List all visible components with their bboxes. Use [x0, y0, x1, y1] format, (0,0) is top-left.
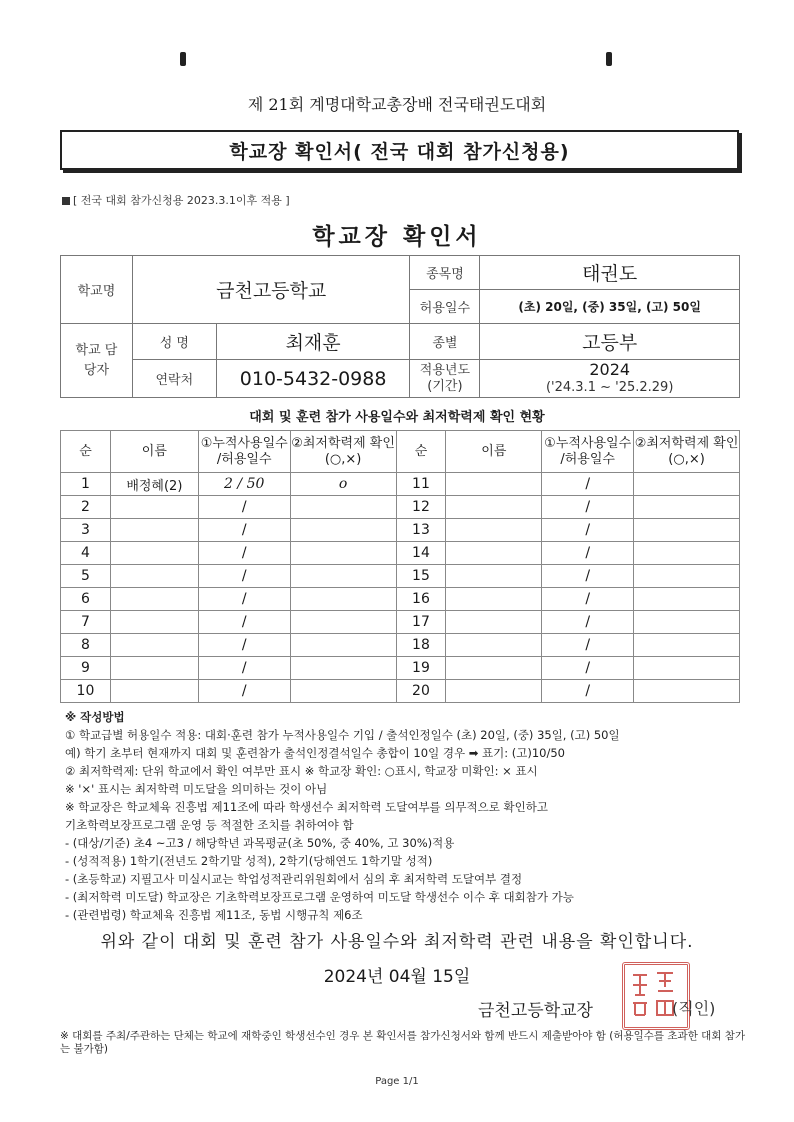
info-table — [60, 255, 740, 398]
banner-text: 학교장 확인서( 전국 대회 참가신청용) — [229, 140, 570, 163]
row-no: 14 — [396, 542, 446, 565]
header-days: ①누적사용일수 /허용일수 — [198, 431, 290, 473]
usage-table — [60, 430, 740, 703]
row-days: / — [542, 611, 634, 634]
row-name — [110, 680, 198, 703]
division-label: 종별 — [410, 324, 480, 360]
event-title: 제 21회 계명대학교총장배 전국태권도대회 — [247, 95, 547, 114]
row-no: 16 — [396, 588, 446, 611]
footnote: ※ 대회를 주최/주관하는 단체는 학교에 재학중인 학생선수인 경우 본 확인서를 참가신청서와 함께 반드시 제출받아야 함 (허용일수를 초과한 대회 참가는 불가함) — [60, 1030, 746, 1055]
table-row — [61, 496, 740, 519]
row-acad — [290, 565, 396, 588]
row-acad — [634, 588, 740, 611]
row-days: / — [198, 657, 290, 680]
instruction-line: - (최저학력 미도달) 학교장은 기초학력보장프로그램 운영하여 미도달 학생선수 이수 후 대회참가 가능 — [65, 890, 574, 904]
row-acad — [634, 611, 740, 634]
signer-name: 금천고등학교장 — [478, 1001, 593, 1021]
instruction-line: 기초학력보장프로그램 운영 등 적절한 조치를 취하여야 함 — [65, 818, 354, 832]
row-name — [446, 680, 542, 703]
header-acad-2: ②최저학력제 확인(○,×) — [634, 431, 740, 473]
notice-text: [ 전국 대회 참가신청용 2023.3.1이후 적용 ] — [62, 192, 290, 208]
sport-value: 태권도 — [480, 256, 740, 290]
row-acad — [634, 473, 740, 496]
row-name — [110, 496, 198, 519]
header-no: 순 — [61, 431, 111, 473]
row-no: 20 — [396, 680, 446, 703]
row-name — [110, 611, 198, 634]
year-period: ('24.3.1 ~ '25.2.29) — [545, 379, 674, 395]
row-no: 6 — [61, 588, 111, 611]
table-row — [61, 634, 740, 657]
row-acad — [634, 496, 740, 519]
name-label: 성 명 — [132, 324, 216, 360]
row-days: 2 / 50 — [198, 473, 290, 496]
row-name — [446, 473, 542, 496]
row-no: 8 — [61, 634, 111, 657]
row-days: / — [198, 611, 290, 634]
contact-value: 010-5432-0988 — [216, 360, 410, 398]
row-no: 18 — [396, 634, 446, 657]
row-name — [446, 588, 542, 611]
row-acad — [634, 519, 740, 542]
instruction-line: 예) 학기 초부터 현재까지 대회 및 훈련참가 출석인정결석일수 총합이 10일 경우 ➡ 표기: (고)10/50 — [65, 746, 565, 760]
table-row — [61, 657, 740, 680]
row-name — [110, 519, 198, 542]
row-no: 19 — [396, 657, 446, 680]
year-cell — [480, 360, 740, 398]
instruction-line: - (대상/기준) 초4 ~고3 / 해당학년 과목평균(초 50%, 중 40%, 고 30%)적용 — [65, 836, 455, 850]
table-row — [61, 519, 740, 542]
days-label: 허용일수 — [410, 290, 480, 324]
header-days-2: ①누적사용일수 /허용일수 — [542, 431, 634, 473]
row-no: 9 — [61, 657, 111, 680]
header-name: 이름 — [110, 431, 198, 473]
row-name — [110, 565, 198, 588]
table-row — [61, 565, 740, 588]
row-name — [110, 657, 198, 680]
instruction-line: - (관련법령) 학교체육 진흥법 제11조, 동법 시행규칙 제6조 — [65, 908, 363, 922]
document-title: 학교장 확인서 — [312, 224, 482, 250]
table-row — [61, 542, 740, 565]
instruction-line: ② 최저학력제: 단위 학교에서 확인 여부만 표시 ※ 학교장 확인: ○표시, 학교장 미확인: × 표시 — [65, 764, 538, 778]
year-label: 적용년도 (기간) — [410, 360, 480, 398]
row-days: / — [198, 634, 290, 657]
school-label: 학교명 — [61, 256, 133, 324]
row-acad — [634, 565, 740, 588]
row-acad — [290, 542, 396, 565]
row-no: 7 — [61, 611, 111, 634]
header-name-2: 이름 — [446, 431, 542, 473]
table-row — [61, 611, 740, 634]
row-acad — [634, 657, 740, 680]
instructions-heading: ※ 작성방법 — [65, 710, 125, 724]
row-acad — [290, 519, 396, 542]
row-days: / — [198, 680, 290, 703]
row-days: / — [542, 519, 634, 542]
issue-date: 2024년 04월 15일 — [323, 967, 471, 987]
instruction-line: ※ 학교장은 학교체육 진흥법 제11조에 따라 학생선수 최저학력 도달여부를 의무적으로 확인하고 — [65, 800, 548, 814]
instructions — [65, 708, 745, 924]
row-name — [110, 634, 198, 657]
row-days: / — [542, 496, 634, 519]
row-days: / — [542, 542, 634, 565]
instruction-line: ※ '×' 표시는 최저학력 미도달을 의미하는 것이 아님 — [65, 782, 328, 796]
row-days: / — [198, 519, 290, 542]
row-acad: o — [290, 473, 396, 496]
instruction-line: ① 학교급별 허용일수 적용: 대회·훈련 참가 누적사용일수 기입 / 출석인정일수 (초) 20일, (중) 35일, (고) 50일 — [65, 728, 620, 742]
seal-label: (직인) — [672, 999, 716, 1018]
row-acad — [290, 588, 396, 611]
division-value: 고등부 — [480, 324, 740, 360]
punch-hole-right — [606, 52, 612, 66]
row-no: 12 — [396, 496, 446, 519]
row-name — [446, 519, 542, 542]
row-days: / — [542, 588, 634, 611]
table-row — [61, 680, 740, 703]
row-name — [110, 588, 198, 611]
row-days: / — [198, 588, 290, 611]
sport-label: 종목명 — [410, 256, 480, 290]
row-acad — [634, 542, 740, 565]
name-value: 최재훈 — [216, 324, 410, 360]
row-days: / — [198, 542, 290, 565]
row-name — [446, 657, 542, 680]
row-acad — [290, 496, 396, 519]
header-no-2: 순 — [396, 431, 446, 473]
row-no: 1 — [61, 473, 111, 496]
year-value: 2024 — [589, 359, 631, 379]
row-no: 11 — [396, 473, 446, 496]
row-days: / — [198, 565, 290, 588]
row-acad — [290, 611, 396, 634]
row-no: 15 — [396, 565, 446, 588]
instruction-line: - (초등학교) 지필고사 미실시교는 학업성적관리위원회에서 심의 후 최저학력 도달여부 결정 — [65, 872, 523, 886]
row-no: 3 — [61, 519, 111, 542]
row-no: 17 — [396, 611, 446, 634]
instruction-line: - (성적적용) 1학기(전년도 2학기말 성적), 2학기(당해연도 1학기말 성적) — [65, 854, 433, 868]
row-no: 4 — [61, 542, 111, 565]
row-acad — [634, 634, 740, 657]
row-no: 13 — [396, 519, 446, 542]
row-name — [446, 565, 542, 588]
row-acad — [290, 634, 396, 657]
row-name — [446, 496, 542, 519]
row-days: / — [198, 496, 290, 519]
table-row — [61, 588, 740, 611]
row-days: / — [542, 473, 634, 496]
punch-hole-left — [180, 52, 186, 66]
row-name — [110, 542, 198, 565]
page-number: Page 1/1 — [375, 1076, 419, 1087]
form-banner — [60, 130, 739, 170]
row-no: 10 — [61, 680, 111, 703]
row-acad — [290, 680, 396, 703]
row-name — [446, 634, 542, 657]
contact-label: 연락처 — [132, 360, 216, 398]
row-no: 5 — [61, 565, 111, 588]
row-days: / — [542, 634, 634, 657]
row-name — [446, 611, 542, 634]
header-acad: ②최저학력제 확인(○,×) — [290, 431, 396, 473]
row-days: / — [542, 657, 634, 680]
row-acad — [290, 657, 396, 680]
row-days: / — [542, 565, 634, 588]
days-value: (초) 20일, (중) 35일, (고) 50일 — [480, 290, 740, 324]
row-name — [446, 542, 542, 565]
row-no: 2 — [61, 496, 111, 519]
school-value: 금천고등학교 — [132, 256, 410, 324]
row-name: 배정혜(2) — [110, 473, 198, 496]
row-days: / — [542, 680, 634, 703]
confirmation-statement: 위와 같이 대회 및 훈련 참가 사용일수와 최저학력 관련 내용을 확인합니다. — [100, 932, 694, 952]
manager-label: 학교 담당자 — [61, 324, 133, 398]
table-row — [61, 473, 740, 496]
table-caption: 대회 및 훈련 참가 사용일수와 최저학력제 확인 현황 — [249, 410, 545, 425]
row-acad — [634, 680, 740, 703]
